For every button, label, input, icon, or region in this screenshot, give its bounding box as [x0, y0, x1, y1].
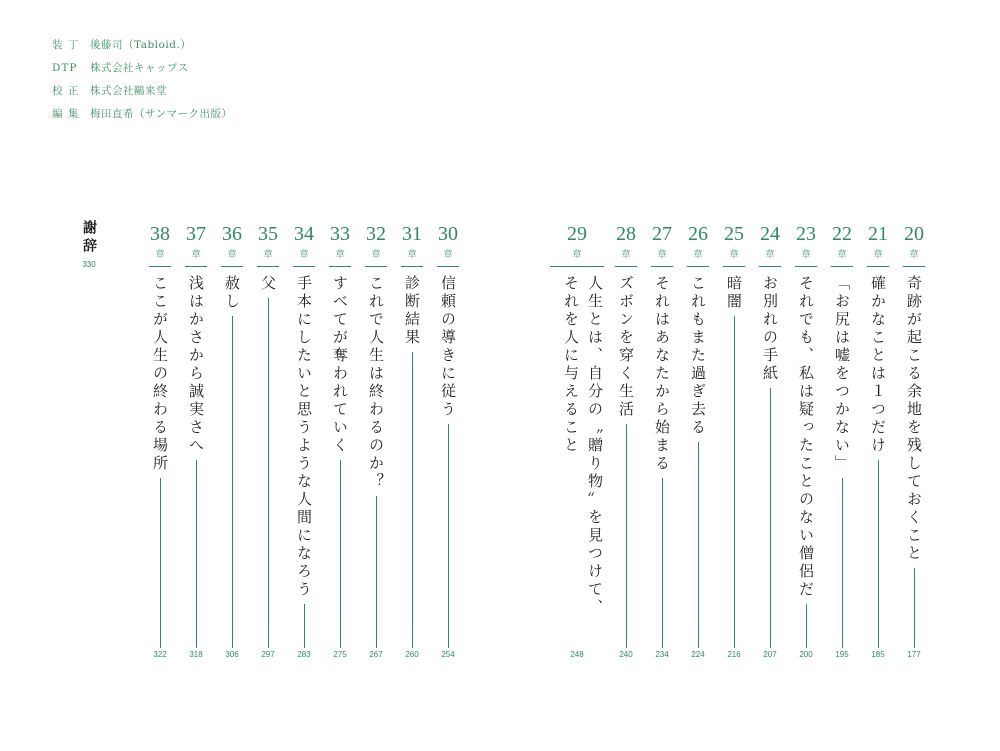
leader-line [268, 298, 269, 648]
chapter-title-text: すべてが奪われていく [331, 275, 349, 455]
chapter-number: 36 [222, 223, 242, 245]
leader-line [304, 604, 305, 648]
chapter-page: 318 [189, 650, 203, 659]
chapter-rule [795, 266, 817, 267]
chapter-title [547, 275, 607, 617]
chapter-number: 26 [688, 223, 708, 245]
chapter-page: 195 [835, 650, 849, 659]
chapter-title-text: ズボンを穿く生活 [617, 275, 635, 419]
chapter-rule [831, 266, 853, 267]
chapter-page: 200 [799, 650, 813, 659]
chapter-page: 306 [225, 650, 239, 659]
chapter-rule [615, 266, 637, 267]
chapter-rule [149, 266, 171, 267]
chapter-label: 章 [729, 250, 739, 260]
chapter-number: 31 [402, 223, 422, 245]
chapter-label: 章 [909, 250, 919, 260]
chapter-label: 章 [227, 250, 237, 260]
chapter-title [397, 275, 427, 648]
credit-value: 梅田直希（サンマーク出版） [90, 108, 233, 120]
chapter-title-text: それでも、私は疑ったことのない僧侶だ [797, 275, 815, 599]
chapter-number: 35 [258, 223, 278, 245]
credit-value: 株式会社鷗来堂 [90, 85, 167, 97]
acknowledgments-page: 330 [82, 260, 96, 269]
acknowledgments-title: 謝辞 [81, 220, 97, 256]
chapter-title [827, 275, 857, 648]
chapter-title [755, 275, 785, 648]
chapter-title [289, 275, 319, 648]
chapter-page: 267 [369, 650, 383, 659]
chapter-label: 章 [443, 250, 453, 260]
chapter-label: 章 [572, 250, 582, 260]
chapter-title [719, 275, 749, 648]
chapter-number: 38 [150, 223, 170, 245]
chapter-number: 33 [330, 223, 350, 245]
chapter-title-text: お別れの手紙 [761, 275, 779, 383]
chapter-label: 章 [837, 250, 847, 260]
chapter-page: 297 [261, 650, 275, 659]
chapter-title-text: 確かなことは１つだけ [869, 275, 887, 455]
chapter-number: 23 [796, 223, 816, 245]
credit-label: DTP [52, 62, 78, 74]
chapter-label: 章 [371, 250, 381, 260]
chapter-title [217, 275, 247, 648]
chapter-rule [329, 266, 351, 267]
chapter-title-text: 父 [259, 275, 277, 293]
chapter-page: 177 [907, 650, 921, 659]
chapter-number: 22 [832, 223, 852, 245]
chapter-page: 322 [153, 650, 167, 659]
chapter-title [181, 275, 211, 648]
chapter-number: 34 [294, 223, 314, 245]
chapter-title [325, 275, 355, 648]
chapter-title-text: 浅はかさから誠実さへ [187, 275, 205, 455]
chapter-number: 32 [366, 223, 386, 245]
chapter-rule [401, 266, 423, 267]
chapter-page: 234 [655, 650, 669, 659]
chapter-title-text: 信頼の導きに従う [439, 275, 457, 419]
leader-line [878, 460, 879, 648]
credit-value: 株式会社キャップス [90, 62, 189, 74]
chapter-label: 章 [407, 250, 417, 260]
leader-line [160, 478, 161, 648]
chapter-title [433, 275, 463, 648]
chapter-title-text: これもまた過ぎ去る [689, 275, 707, 437]
leader-line [232, 316, 233, 648]
leader-line [662, 478, 663, 648]
chapter-title [863, 275, 893, 648]
chapter-title-text: 手本にしたいと思うような人間になろう [295, 275, 313, 599]
chapter-rule [651, 266, 673, 267]
leader-line [376, 496, 377, 648]
leader-line [734, 316, 735, 648]
chapter-number: 24 [760, 223, 780, 245]
chapter-page: 248 [570, 650, 584, 659]
leader-line [412, 352, 413, 648]
chapter-page: 254 [441, 650, 455, 659]
chapter-label: 章 [801, 250, 811, 260]
chapter-rule [185, 266, 207, 267]
chapter-title [361, 275, 391, 648]
leader-line [770, 388, 771, 648]
chapter-page: 283 [297, 650, 311, 659]
chapter-title [647, 275, 677, 648]
chapter-page: 224 [691, 650, 705, 659]
chapter-number: 25 [724, 223, 744, 245]
chapter-title-text: 暗闇 [725, 275, 743, 311]
chapter-label: 章 [191, 250, 201, 260]
chapter-label: 章 [335, 250, 345, 260]
chapter-number: 30 [438, 223, 458, 245]
chapter-rule [257, 266, 279, 267]
chapter-label: 章 [765, 250, 775, 260]
chapter-rule [867, 266, 889, 267]
leader-line [806, 604, 807, 648]
credit-label: 装 丁 [52, 39, 80, 51]
chapter-page: 185 [871, 650, 885, 659]
chapter-title-text: 奇跡が起こる余地を残しておくこと [905, 275, 923, 563]
chapter-rule [437, 266, 459, 267]
chapter-title [683, 275, 713, 648]
chapter-title-text: 「お尻は嘘をつかない」 [833, 275, 851, 473]
chapter-rule [221, 266, 243, 267]
chapter-title-line-1: 人生とは、自分の〝贈り物〟を見つけて、 [586, 275, 604, 617]
chapter-number: 21 [868, 223, 888, 245]
chapter-page: 216 [727, 650, 741, 659]
chapter-rule [759, 266, 781, 267]
credit-label: 編 集 [52, 108, 80, 120]
leader-line [842, 478, 843, 648]
chapter-title-text: これで人生は終わるのか？ [367, 275, 385, 491]
chapter-rule [903, 266, 925, 267]
chapter-label: 章 [657, 250, 667, 260]
chapter-title [145, 275, 175, 648]
chapter-rule [293, 266, 315, 267]
chapter-title-text: ここが人生の終わる場所 [151, 275, 169, 473]
chapter-label: 章 [873, 250, 883, 260]
leader-line [448, 424, 449, 648]
credit-value: 後藤司（Tabloid.） [90, 39, 192, 51]
chapter-label: 章 [155, 250, 165, 260]
leader-line [196, 460, 197, 648]
leader-line [340, 460, 341, 648]
chapter-rule [687, 266, 709, 267]
chapter-title [899, 275, 929, 648]
chapter-number: 27 [652, 223, 672, 245]
credit-label: 校 正 [52, 85, 80, 97]
chapter-number: 29 [567, 223, 587, 245]
chapter-page: 260 [405, 650, 419, 659]
chapter-rule [550, 266, 604, 267]
chapter-label: 章 [621, 250, 631, 260]
chapter-rule [723, 266, 745, 267]
chapter-title-text: 診断結果 [403, 275, 421, 347]
chapter-page: 240 [619, 650, 633, 659]
chapter-title [611, 275, 641, 648]
chapter-rule [365, 266, 387, 267]
chapter-title-line-2: それを人に与えること [562, 275, 580, 455]
chapter-number: 37 [186, 223, 206, 245]
chapter-label: 章 [263, 250, 273, 260]
leader-line [914, 568, 915, 648]
chapter-label: 章 [693, 250, 703, 260]
chapter-label: 章 [299, 250, 309, 260]
chapter-title-text: 赦し [223, 275, 241, 311]
chapter-title [253, 275, 283, 648]
chapter-number: 20 [904, 223, 924, 245]
leader-line [698, 442, 699, 648]
chapter-title [791, 275, 821, 648]
chapter-page: 275 [333, 650, 347, 659]
chapter-number: 28 [616, 223, 636, 245]
chapter-title-text: それはあなたから始まる [653, 275, 671, 473]
chapter-page: 207 [763, 650, 777, 659]
leader-line [626, 424, 627, 648]
